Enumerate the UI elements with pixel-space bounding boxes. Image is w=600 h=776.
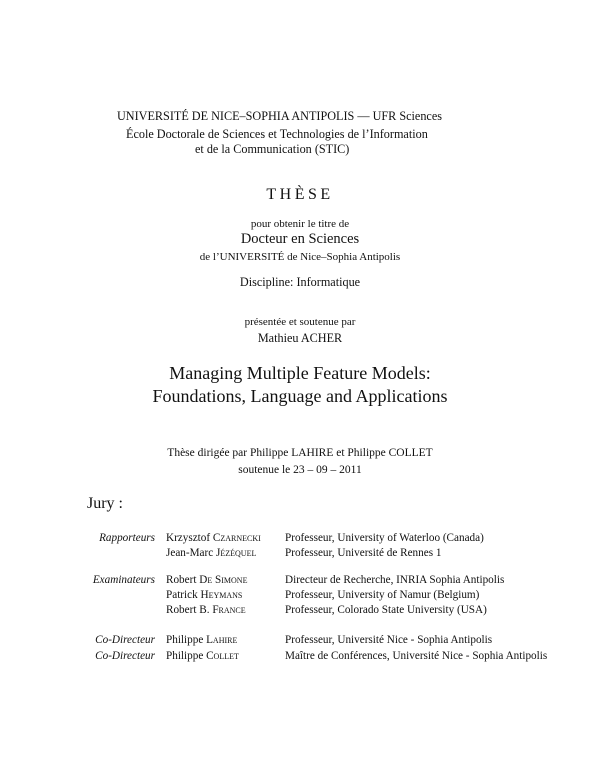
jury-name: Philippe Lahire xyxy=(166,634,238,646)
jury-role: Co-Directeur xyxy=(95,650,155,662)
jury-name: Jean-Marc Jézéquel xyxy=(166,547,257,559)
jury-title: Maître de Conférences, Université Nice - Sophia Antipolis xyxy=(285,650,548,662)
degree-title: Docteur en Sciences xyxy=(240,231,360,247)
discipline: Discipline: Informatique xyxy=(239,275,361,289)
jury-name: Patrick Heymans xyxy=(166,589,243,601)
jury-name: Robert B. France xyxy=(166,604,246,616)
jury-title: Professeur, University of Waterloo (Canada) xyxy=(285,532,484,544)
jury-title: Directeur de Recherche, INRIA Sophia Antipolis xyxy=(285,574,505,586)
jury-title: Professeur, University of Namur (Belgium) xyxy=(285,589,480,601)
jury-label: Jury : xyxy=(87,495,123,512)
thesis-heading: THÈSE xyxy=(266,186,334,203)
jury-role: Co-Directeur xyxy=(95,634,155,646)
jury-title: Professeur, Université de Rennes 1 xyxy=(285,547,442,559)
jury-title: Professeur, Université Nice - Sophia Antipolis xyxy=(285,634,493,646)
jury-name: Robert De Simone xyxy=(166,574,248,586)
doctoral-school-line-2: et de la Communication (STIC) xyxy=(195,142,350,156)
jury-role: Rapporteurs xyxy=(99,532,155,544)
degree-university: de l’UNIVERSITÉ de Nice–Sophia Antipolis xyxy=(199,251,401,263)
jury-name: Philippe Collet xyxy=(166,650,239,662)
jury-title: Professeur, Colorado State University (USA) xyxy=(285,604,487,616)
presented-by-text: présentée et soutenue par xyxy=(244,316,356,328)
university-line: UNIVERSITÉ DE NICE–SOPHIA ANTIPOLIS — UFR Sciences xyxy=(117,109,442,123)
supervisors-line: Thèse dirigée par Philippe LAHIRE et Philippe COLLET xyxy=(167,447,433,459)
author-name: Mathieu ACHER xyxy=(257,331,343,345)
jury-role: Examinateurs xyxy=(92,574,155,586)
obtain-title-text: pour obtenir le titre de xyxy=(250,218,350,230)
thesis-title-line-1: Managing Multiple Feature Models: xyxy=(169,363,431,383)
defense-date: soutenue le 23 – 09 – 2011 xyxy=(238,464,362,476)
doctoral-school-line-1: École Doctorale de Sciences et Technologies de l’Information xyxy=(126,127,428,141)
jury-name: Krzysztof Czarnecki xyxy=(166,532,261,544)
thesis-title-line-2: Foundations, Language and Applications xyxy=(152,386,448,406)
